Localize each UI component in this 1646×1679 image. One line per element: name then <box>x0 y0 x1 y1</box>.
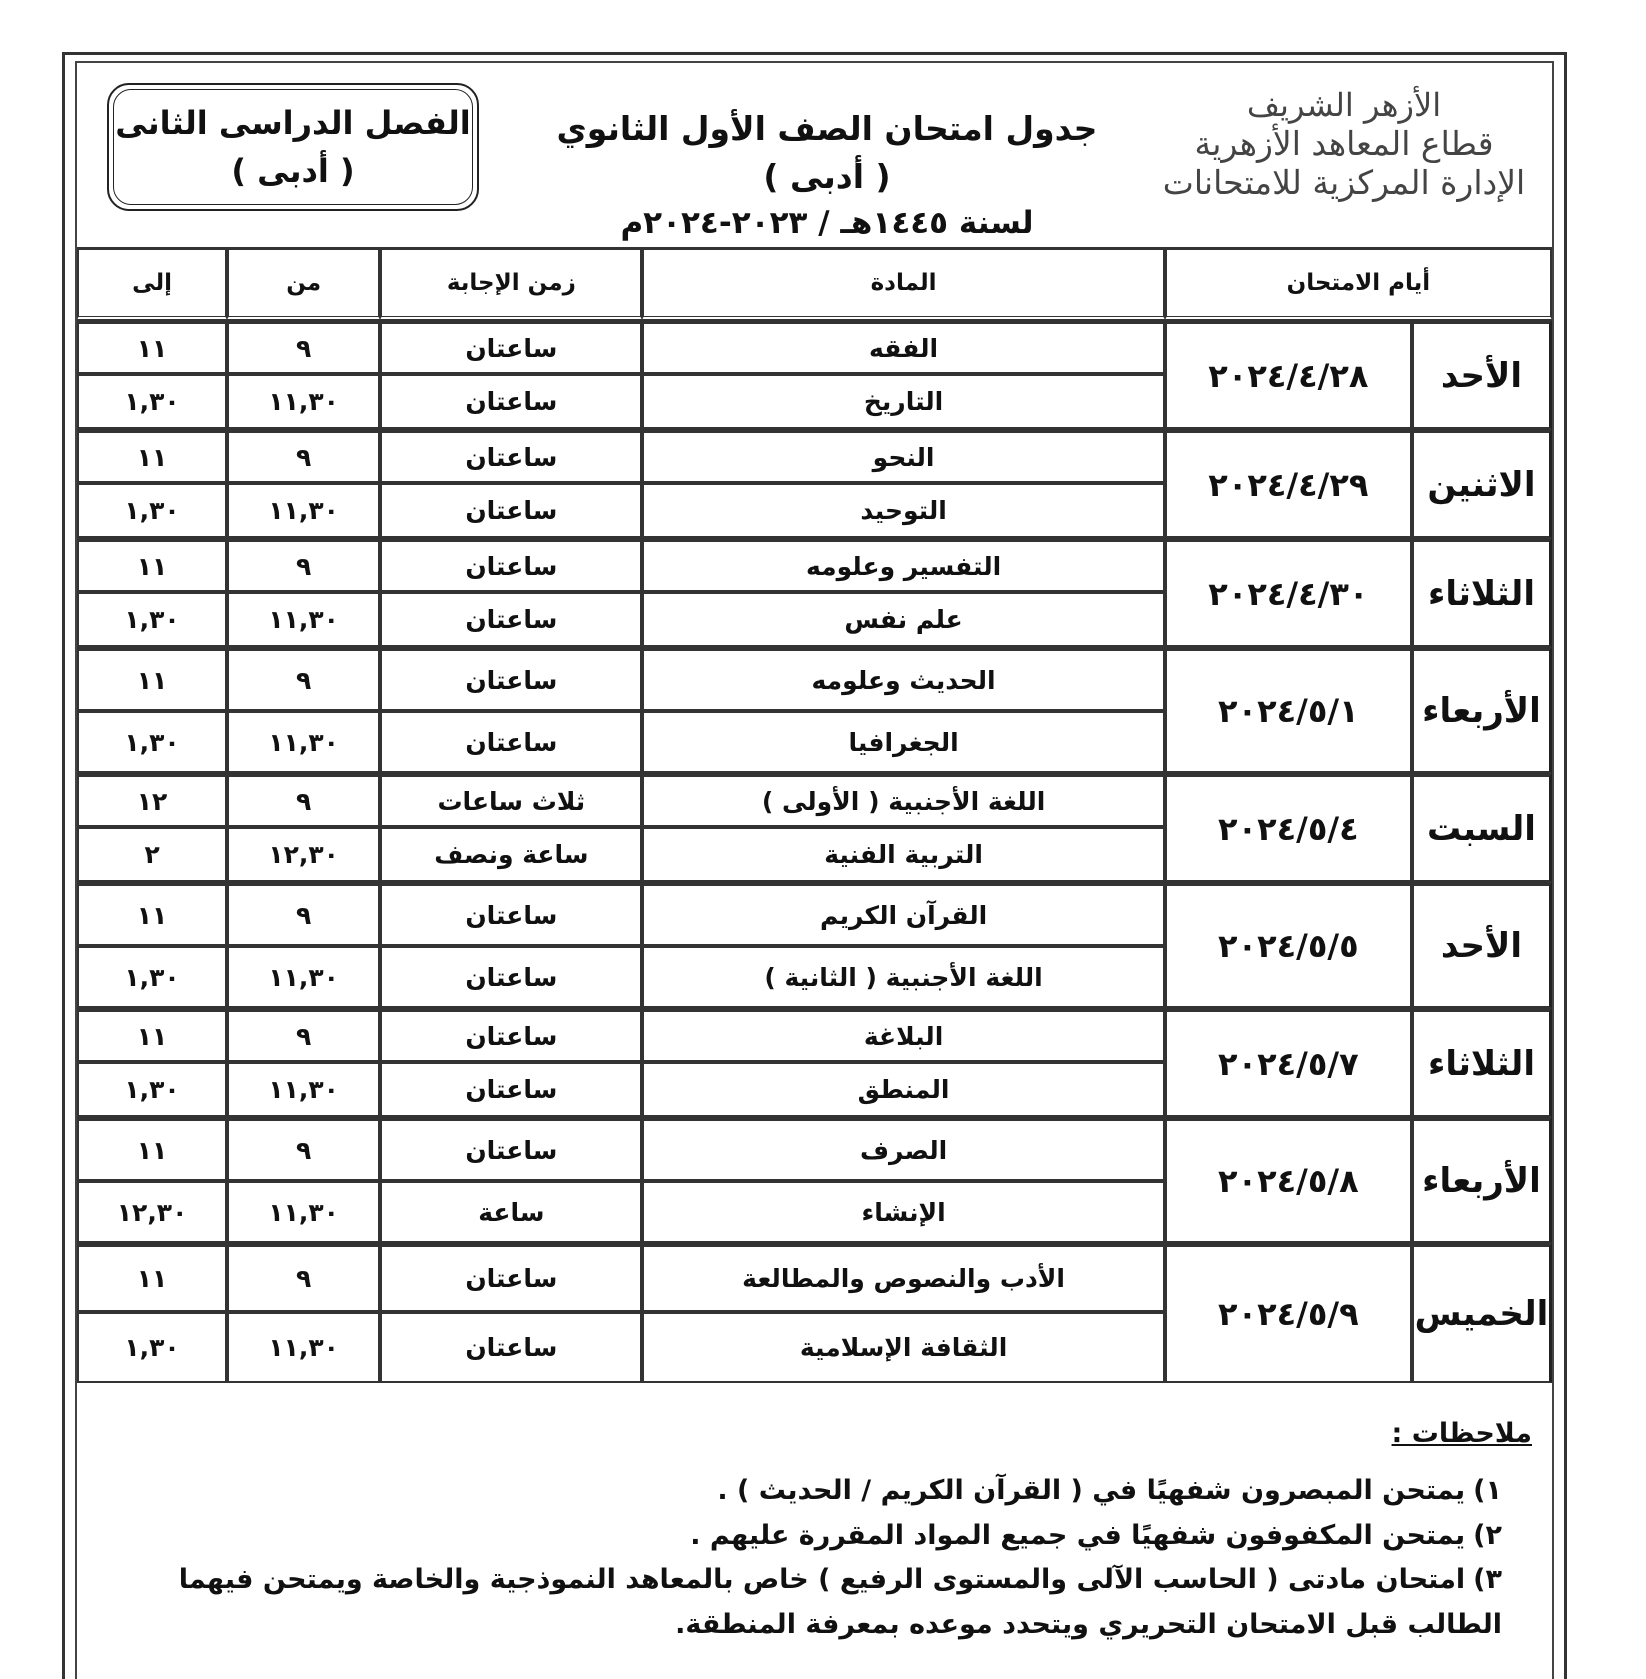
inner-frame <box>75 61 1554 1679</box>
date-cell: ٢٠٢٤/٥/٧ <box>1165 1008 1412 1117</box>
notes-list <box>87 1469 1532 1647</box>
to-time-cell: ١,٣٠ <box>77 946 227 1008</box>
from-time-cell: ٩ <box>227 1243 380 1312</box>
date-cell: ٢٠٢٤/٥/٥ <box>1165 882 1412 1008</box>
from-time-cell: ١١,٣٠ <box>227 1181 380 1243</box>
subject-cell: التوحيد <box>642 483 1164 538</box>
day-cell: السبت <box>1412 773 1552 882</box>
page-frame <box>62 52 1567 1679</box>
note-item <box>87 1558 1502 1647</box>
header-to: إلى <box>77 247 227 320</box>
institution-logo-text <box>1144 87 1544 203</box>
from-time-cell: ٩ <box>227 773 380 827</box>
table-row <box>77 1008 1552 1062</box>
duration-cell: ساعتان <box>380 1008 642 1062</box>
to-time-cell: ١,٣٠ <box>77 1062 227 1117</box>
day-cell: الأحد <box>1412 320 1552 429</box>
day-cell: الأربعاء <box>1412 647 1552 773</box>
to-time-cell: ١,٣٠ <box>77 483 227 538</box>
duration-cell: ساعتان <box>380 592 642 647</box>
subject-cell: الجغرافيا <box>642 711 1164 773</box>
document-title <box>547 105 1107 246</box>
from-time-cell: ١٢,٣٠ <box>227 827 380 882</box>
from-time-cell: ٩ <box>227 1008 380 1062</box>
day-cell: الثلاثاء <box>1412 1008 1552 1117</box>
table-row <box>77 773 1552 827</box>
table-row <box>77 1243 1552 1312</box>
note-item <box>87 1514 1502 1559</box>
duration-cell: ساعتان <box>380 429 642 483</box>
duration-cell: ساعتان <box>380 483 642 538</box>
date-cell: ٢٠٢٤/٥/١ <box>1165 647 1412 773</box>
from-time-cell: ١١,٣٠ <box>227 374 380 429</box>
to-time-cell: ١١ <box>77 320 227 374</box>
to-time-cell: ١١ <box>77 538 227 592</box>
from-time-cell: ٩ <box>227 429 380 483</box>
to-time-cell: ٢ <box>77 827 227 882</box>
to-time-cell: ١١ <box>77 1117 227 1181</box>
duration-cell: ساعتان <box>380 711 642 773</box>
date-cell: ٢٠٢٤/٥/٩ <box>1165 1243 1412 1383</box>
date-cell: ٢٠٢٤/٤/٢٩ <box>1165 429 1412 538</box>
subject-cell: التاريخ <box>642 374 1164 429</box>
org-line-3: الإدارة المركزية للامتحانات <box>1162 162 1526 202</box>
subject-cell: النحو <box>642 429 1164 483</box>
duration-cell: ساعتان <box>380 647 642 711</box>
duration-cell: ساعتان <box>380 374 642 429</box>
subject-cell: البلاغة <box>642 1008 1164 1062</box>
date-cell: ٢٠٢٤/٤/٣٠ <box>1165 538 1412 647</box>
subject-cell: علم نفس <box>642 592 1164 647</box>
to-time-cell: ١,٣٠ <box>77 592 227 647</box>
org-line-2: قطاع المعاهد الأزهرية <box>1194 123 1494 163</box>
duration-cell: ساعتان <box>380 1117 642 1181</box>
subject-cell: المنطق <box>642 1062 1164 1117</box>
title-line-1: جدول امتحان الصف الأول الثانوي ( أدبى ) <box>556 109 1098 196</box>
subject-cell: القرآن الكريم <box>642 882 1164 946</box>
subject-cell: الفقه <box>642 320 1164 374</box>
to-time-cell: ١١ <box>77 882 227 946</box>
note-text: يمتحن المكفوفون شفهيًا في جميع المواد المقررة عليهم . <box>690 1519 1466 1551</box>
day-cell: الأحد <box>1412 882 1552 1008</box>
document-header <box>77 63 1552 241</box>
from-time-cell: ١١,٣٠ <box>227 1062 380 1117</box>
duration-cell: ساعتان <box>380 1243 642 1312</box>
duration-cell: ساعتان <box>380 946 642 1008</box>
to-time-cell: ١١ <box>77 1008 227 1062</box>
header-days: أيام الامتحان <box>1165 247 1552 320</box>
to-time-cell: ١,٣٠ <box>77 374 227 429</box>
date-cell: ٢٠٢٤/٥/٨ <box>1165 1117 1412 1243</box>
to-time-cell: ١١ <box>77 647 227 711</box>
to-time-cell: ١,٣٠ <box>77 1312 227 1383</box>
title-line-2: لسنة ١٤٤٥هـ / ٢٠٢٣-٢٠٢٤م <box>620 204 1034 241</box>
table-row <box>77 538 1552 592</box>
table-row <box>77 1117 1552 1181</box>
org-line-1: الأزهر الشريف <box>1246 86 1442 124</box>
from-time-cell: ٩ <box>227 882 380 946</box>
to-time-cell: ١١ <box>77 1243 227 1312</box>
notes-section <box>77 1418 1552 1647</box>
header-duration: زمن الإجابة <box>380 247 642 320</box>
subject-cell: التفسير وعلومه <box>642 538 1164 592</box>
duration-cell: ساعة ونصف <box>380 827 642 882</box>
subject-cell: الأدب والنصوص والمطالعة <box>642 1243 1164 1312</box>
subject-cell: الحديث وعلومه <box>642 647 1164 711</box>
date-cell: ٢٠٢٤/٥/٤ <box>1165 773 1412 882</box>
notes-title: ملاحظات : <box>1391 1418 1532 1449</box>
duration-cell: ساعتان <box>380 538 642 592</box>
to-time-cell: ١٢ <box>77 773 227 827</box>
from-time-cell: ١١,٣٠ <box>227 592 380 647</box>
day-cell: الخميس <box>1412 1243 1552 1383</box>
from-time-cell: ٩ <box>227 647 380 711</box>
table-row <box>77 647 1552 711</box>
schedule-body <box>77 320 1552 1383</box>
duration-cell: ساعتان <box>380 882 642 946</box>
note-number: ٣) <box>1473 1564 1502 1596</box>
note-item <box>87 1469 1502 1514</box>
header-from: من <box>227 247 380 320</box>
term-line-1: الفصل الدراسى الثانى <box>115 104 471 142</box>
term-line-2: ( أدبى ) <box>231 152 355 190</box>
note-text: يمتحن المبصرون شفهيًا في ( القرآن الكريم / الحديث ) . <box>717 1475 1466 1506</box>
day-cell: الثلاثاء <box>1412 538 1552 647</box>
subject-cell: التربية الفنية <box>642 827 1164 882</box>
table-row <box>77 429 1552 483</box>
from-time-cell: ١١,٣٠ <box>227 1312 380 1383</box>
duration-cell: ساعتان <box>380 1312 642 1383</box>
date-cell: ٢٠٢٤/٤/٢٨ <box>1165 320 1412 429</box>
note-number: ٢) <box>1473 1519 1502 1551</box>
from-time-cell: ٩ <box>227 1117 380 1181</box>
subject-cell: الصرف <box>642 1117 1164 1181</box>
to-time-cell: ١١ <box>77 429 227 483</box>
note-number: ١) <box>1473 1475 1502 1506</box>
duration-cell: ساعتان <box>380 320 642 374</box>
subject-cell: الثقافة الإسلامية <box>642 1312 1164 1383</box>
note-text: امتحان مادتى ( الحاسب الآلى والمستوى الرفيع ) خاص بالمعاهد النموذجية والخاصة ويمتحن فيهما الطالب قبل الامتحان التحريري ويتحدد موعده بمعرفة المنطقة. <box>178 1564 1502 1640</box>
from-time-cell: ١١,٣٠ <box>227 483 380 538</box>
day-cell: الاثنين <box>1412 429 1552 538</box>
duration-cell: ثلاث ساعات <box>380 773 642 827</box>
subject-cell: اللغة الأجنبية ( الأولى ) <box>642 773 1164 827</box>
duration-cell: ساعتان <box>380 1062 642 1117</box>
duration-cell: ساعة <box>380 1181 642 1243</box>
subject-cell: اللغة الأجنبية ( الثانية ) <box>642 946 1164 1008</box>
day-cell: الأربعاء <box>1412 1117 1552 1243</box>
from-time-cell: ١١,٣٠ <box>227 711 380 773</box>
subject-cell: الإنشاء <box>642 1181 1164 1243</box>
to-time-cell: ١٢,٣٠ <box>77 1181 227 1243</box>
table-row <box>77 882 1552 946</box>
term-box <box>107 83 479 211</box>
header-subject: المادة <box>642 247 1164 320</box>
from-time-cell: ٩ <box>227 320 380 374</box>
from-time-cell: ٩ <box>227 538 380 592</box>
exam-schedule-table <box>77 247 1552 1383</box>
from-time-cell: ١١,٣٠ <box>227 946 380 1008</box>
table-row <box>77 320 1552 374</box>
to-time-cell: ١,٣٠ <box>77 711 227 773</box>
